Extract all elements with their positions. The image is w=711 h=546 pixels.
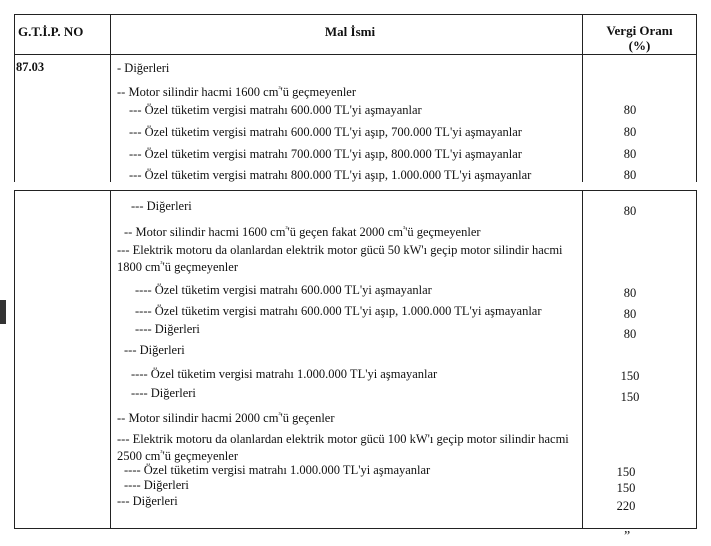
row-s2-1: -- Motor silindir hacmi 1600 $cm^{^3}'ü$ geçen fakat 2000 $cm^{^3}'ü$ geçmeyenler — [124, 225, 481, 239]
lower-col1-border — [110, 190, 111, 529]
col1-border-top — [110, 14, 111, 182]
rate-s2-8: 150 — [620, 390, 640, 404]
lower-col2-border — [582, 190, 583, 529]
right-border-top — [696, 14, 697, 182]
header-rate-line1: Vergi Oranı — [606, 23, 673, 38]
lower-left-border — [14, 190, 15, 529]
rate-s1-4: 80 — [623, 147, 637, 161]
row-s1-4: --- Özel tüketim vergisi matrahı 700.000 TL'yi aşıp, 800.000 TL'yi aşmayanlar — [129, 147, 522, 161]
rate-s2-13: 220 — [616, 499, 636, 513]
rate-s2-7: 150 — [620, 369, 640, 383]
rate-s2-12: 150 — [616, 481, 636, 495]
row-s2-13: --- Diğerleri — [117, 494, 178, 508]
rate-s2-0: 80 — [623, 204, 637, 218]
rate-s2-11: 150 — [616, 465, 636, 479]
row-s2-10: --- Elektrik motoru da olanlardan elektrik motor gücü 100 kW'ı geçip motor silindir hacmi 2500 $cm^{^3}'ü$ geçmeyenler — [117, 432, 569, 463]
row-s2-4: ---- Özel tüketim vergisi matrahı 600.000 TL'yi aşıp, 1.000.000 TL'yi aşmayanlar — [135, 304, 542, 318]
row-s2-9: -- Motor silindir hacmi 2000 $cm^{^3}'ü$ geçenler — [117, 411, 335, 425]
row-s1-5-clip — [0, 166, 711, 182]
header-bottom-border — [14, 54, 697, 55]
row-s2-6: --- Diğerleri — [124, 343, 185, 357]
rate-s2-5: 80 — [623, 327, 637, 341]
header-name: Mal İsmi — [324, 24, 376, 39]
row-s1-0: - Diğerleri — [117, 61, 170, 75]
lower-right-border — [696, 190, 697, 529]
lower-top-border — [14, 190, 697, 191]
row-s2-8: ---- Diğerleri — [131, 386, 196, 400]
rate-s2-4: 80 — [623, 307, 637, 321]
row-s1-5: --- Özel tüketim vergisi matrahı 800.000 TL'yi aşıp, 1.000.000 TL'yi aşmayanlar — [129, 168, 532, 182]
rate-s2-3: 80 — [623, 286, 637, 300]
row-s2-0: --- Diğerleri — [131, 199, 192, 213]
row-s1-3: --- Özel tüketim vergisi matrahı 600.000 TL'yi aşıp, 700.000 TL'yi aşmayanlar — [129, 125, 522, 139]
top-border — [14, 14, 697, 15]
header-rate-line2: (%) — [628, 38, 651, 53]
row-s1-1: -- Motor silindir hacmi 1600 $cm^{^3}'ü$ geçmeyenler — [117, 85, 357, 99]
gtip-code: 87.03 — [16, 60, 45, 74]
row-s2-11: ---- Özel tüketim vergisi matrahı 1.000.000 TL'yi aşmayanlar — [124, 463, 431, 477]
lower-bottom-border — [14, 528, 697, 529]
rate-s1-5: 80 — [623, 168, 637, 182]
row-s2-3: ---- Özel tüketim vergisi matrahı 600.000 TL'yi aşmayanlar — [135, 283, 432, 297]
closing-quote: ” — [624, 529, 631, 544]
row-s2-2: --- Elektrik motoru da olanlardan elektrik motor gücü 50 kW'ı geçip motor silindir hacmi 1800 $cm^{^3}'ü$ geçmeyenler — [117, 243, 563, 274]
row-s2-5: ---- Diğerleri — [135, 322, 200, 336]
margin-mark — [0, 300, 6, 324]
header-gtip: G.T.İ.P. NO — [18, 24, 84, 39]
row-s2-7: ---- Özel tüketim vergisi matrahı 1.000.000 TL'yi aşmayanlar — [131, 367, 438, 381]
row-s2-12: ---- Diğerleri — [124, 478, 189, 492]
rate-s1-3: 80 — [623, 125, 637, 139]
rate-s1-2: 80 — [623, 103, 637, 117]
row-s1-2: --- Özel tüketim vergisi matrahı 600.000 TL'yi aşmayanlar — [129, 103, 422, 117]
left-border-top — [14, 14, 15, 182]
